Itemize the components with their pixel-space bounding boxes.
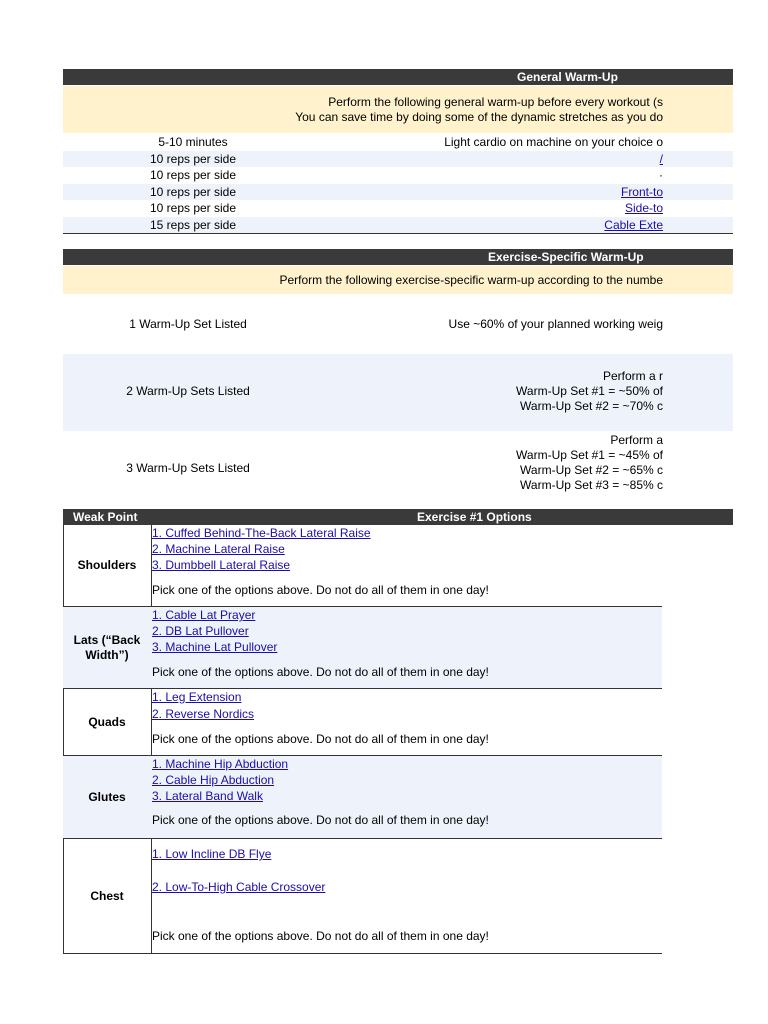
general-row-amount: 10 reps per side: [149, 151, 237, 166]
weak-point-row-glutes: [63, 756, 662, 839]
warmup-set-line: Warm-Up Set #2 = ~65% c: [520, 463, 663, 477]
general-warmup-header: [63, 69, 733, 85]
weak-point-name: Shoulders: [77, 558, 137, 572]
specific-warmup-header: [63, 249, 733, 265]
warmup-set-text: [449, 317, 663, 332]
specific-warmup-note: [63, 266, 733, 294]
warmup-set-line: Perform a: [610, 433, 663, 447]
exercise-option-link[interactable]: 2. Cable Hip Abduction: [152, 773, 275, 787]
warmup-set-row: [63, 431, 733, 508]
exercise-option-link[interactable]: 1. Machine Hip Abduction: [152, 757, 289, 771]
exercise-option-link[interactable]: 3. Machine Lat Pullover: [152, 640, 278, 654]
exercise-option-link[interactable]: 2. Machine Lateral Raise: [152, 542, 285, 556]
exercise-option-link[interactable]: 2. Reverse Nordics: [152, 707, 255, 721]
weak-point-name: Quads: [88, 714, 126, 729]
warmup-set-line: Perform a r: [602, 369, 663, 383]
warmup-set-text: [516, 433, 663, 493]
exercise-option-link[interactable]: 2. DB Lat Pullover: [152, 624, 249, 638]
exercise-option-link[interactable]: 1. Low Incline DB Flye: [152, 847, 272, 861]
general-warmup-note: [63, 86, 733, 133]
specific-warmup-title: Exercise-Specific Warm-Up: [488, 250, 644, 264]
warmup-set-line: Warm-Up Set #2 = ~70% c: [520, 399, 663, 413]
exercise-option-link[interactable]: 3. Dumbbell Lateral Raise: [152, 558, 291, 572]
general-row: [63, 184, 733, 201]
general-row-amount: 10 reps per side: [149, 168, 237, 182]
general-row: [63, 217, 733, 235]
warmup-set-label: 1 Warm-Up Set Listed: [129, 317, 247, 331]
exercise-option-link[interactable]: 1. Cable Lat Prayer: [152, 608, 256, 622]
general-row: [63, 134, 733, 151]
weak-point-name: Glutes: [88, 789, 126, 804]
warmup-set-text: [516, 369, 663, 414]
exercise-option-link[interactable]: 3. Lateral Band Walk: [152, 789, 263, 803]
warmup-set-line: Warm-Up Set #1 = ~50% of: [516, 384, 663, 398]
weak-point-name: Lats (“Back Width”): [73, 632, 141, 662]
exercise-option-link[interactable]: 1. Cuffed Behind-The-Back Lateral Raise: [152, 526, 371, 540]
warmup-set-line: Warm-Up Set #1 = ~45% of: [516, 448, 663, 462]
general-row-amount: 5-10 minutes: [158, 135, 228, 149]
general-row-amount: 10 reps per side: [149, 201, 237, 215]
weak-point-col-header: Weak Point: [73, 510, 138, 524]
general-row: [63, 200, 733, 217]
general-row-desc: Light cardio on machine on your choice o: [444, 135, 663, 149]
general-row-amount: 10 reps per side: [149, 184, 237, 199]
exercise-option-link[interactable]: 2. Low-To-High Cable Crossover: [152, 880, 326, 894]
pick-one-note: Pick one of the options above. Do not do all of them in one day!: [152, 813, 489, 827]
weak-point-name: Chest: [90, 888, 124, 903]
weak-point-header: [63, 509, 733, 525]
right-clip-mask: [659, 86, 734, 234]
exercise-option-link[interactable]: 1. Leg Extension: [152, 690, 242, 704]
exercise-options-col-header: Exercise #1 Options: [417, 510, 532, 524]
warmup-set-line: Warm-Up Set #3 = ~85% c: [520, 478, 663, 492]
general-row-link[interactable]: Side-to: [624, 201, 663, 215]
weak-point-row-quads: [63, 689, 662, 756]
pick-one-note: Pick one of the options above. Do not do all of them in one day!: [152, 665, 489, 679]
general-row-link[interactable]: /: [659, 151, 663, 166]
specific-note-text: Perform the following exercise-specific warm-up according to the numbe: [279, 273, 663, 287]
general-note-line-1: Perform the following general warm-up before every workout (s: [328, 95, 663, 109]
weak-point-row-chest: [63, 839, 662, 954]
warmup-set-line: Use ~60% of your planned working weig: [448, 317, 663, 331]
pick-one-note: Pick one of the options above. Do not do all of them in one day!: [152, 732, 489, 746]
general-row: [63, 151, 733, 168]
general-note-line-2: You can save time by doing some of the dynamic stretches as you do: [295, 110, 663, 124]
weak-point-row-lats: [63, 607, 662, 689]
warmup-set-label: 3 Warm-Up Sets Listed: [126, 461, 250, 475]
warmup-set-row: [63, 354, 733, 431]
pick-one-note: Pick one of the options above. Do not do all of them in one day!: [152, 929, 489, 943]
warmup-set-label: 2 Warm-Up Sets Listed: [126, 384, 250, 398]
general-warmup-title: General Warm-Up: [517, 70, 618, 84]
warmup-set-row: [63, 294, 733, 354]
general-row-desc: ·: [659, 168, 663, 182]
pick-one-note: Pick one of the options above. Do not do all of them in one day!: [152, 583, 489, 597]
general-row-link[interactable]: Front-to: [620, 184, 663, 199]
general-row-amount: 15 reps per side: [149, 217, 237, 232]
weak-point-row-shoulders: [63, 525, 662, 607]
general-row-link[interactable]: Cable Exte: [604, 217, 663, 232]
general-row: [63, 167, 733, 184]
